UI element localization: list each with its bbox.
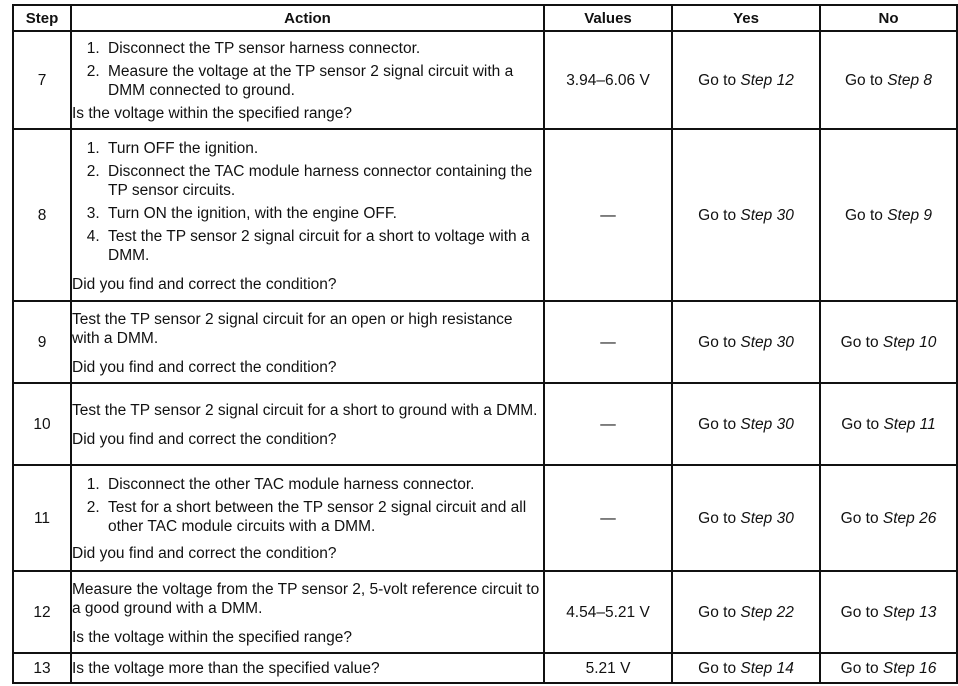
yes-prefix: Go to	[698, 509, 741, 527]
no-step-ref: Step 11	[883, 415, 936, 433]
value-cell: —	[544, 129, 672, 301]
question-text: Did you find and correct the condition?	[72, 358, 337, 376]
action-cell	[71, 571, 544, 653]
no-step-ref: Step 8	[887, 71, 933, 89]
table-row	[13, 653, 957, 683]
no-cell	[820, 571, 957, 653]
action-item: 2. Test for a short between the TP sensor 2 signal circuit and all other TAC module circuits with a DMM.	[104, 498, 543, 536]
header-row	[13, 5, 957, 31]
yes-step-ref: Step 30	[740, 415, 794, 433]
diagnostic-table	[12, 4, 958, 684]
table-row	[13, 571, 957, 653]
action-item: 1. Disconnect the other TAC module harness connector.	[104, 475, 543, 494]
action-item: 1. Turn OFF the ignition.	[104, 139, 543, 158]
no-step-ref: Step 13	[882, 603, 937, 621]
action-list	[72, 475, 543, 536]
yes-cell	[672, 129, 820, 301]
yes-step-ref: Step 30	[740, 206, 794, 224]
yes-prefix: Go to	[698, 333, 741, 351]
action-text: Measure the voltage from the TP sensor 2, 5-volt reference circuit to a good ground with a DMM.	[72, 580, 540, 617]
header-action: Action	[71, 5, 544, 31]
header-yes: Yes	[672, 5, 820, 31]
question-text: Did you find and correct the condition?	[72, 545, 337, 562]
action-list	[72, 39, 543, 100]
yes-step-ref: Step 14	[740, 659, 794, 677]
no-cell	[820, 383, 957, 465]
table-row	[13, 301, 957, 383]
table-row	[13, 465, 957, 571]
no-prefix: Go to	[840, 603, 883, 621]
action-cell	[71, 653, 544, 683]
action-cell	[71, 301, 544, 383]
no-prefix: Go to	[844, 71, 888, 89]
header-no: No	[820, 5, 957, 31]
yes-step-ref: Step 30	[740, 333, 794, 351]
question-text: Is the voltage within the specified range?	[72, 105, 353, 122]
action-cell	[71, 31, 544, 129]
no-cell	[820, 465, 957, 571]
value-cell: —	[544, 465, 672, 571]
no-prefix: Go to	[840, 333, 883, 351]
no-prefix: Go to	[840, 659, 883, 677]
value-cell: 4.54–5.21 V	[544, 571, 672, 653]
action-item: 3. Turn ON the ignition, with the engine OFF.	[104, 204, 543, 223]
action-text: Test the TP sensor 2 signal circuit for an open or high resistance with a DMM.	[72, 310, 513, 347]
value-cell: 5.21 V	[544, 653, 672, 683]
yes-prefix: Go to	[698, 659, 741, 677]
yes-cell	[672, 383, 820, 465]
yes-cell	[672, 31, 820, 129]
yes-prefix: Go to	[698, 206, 741, 224]
no-cell	[820, 129, 957, 301]
value-cell: —	[544, 301, 672, 383]
question-text: Is the voltage more than the specified value?	[72, 659, 380, 677]
no-prefix: Go to	[841, 415, 884, 433]
step-number: 12	[13, 571, 71, 653]
yes-cell	[672, 571, 820, 653]
action-cell	[71, 465, 544, 571]
yes-step-ref: Step 12	[740, 71, 794, 89]
no-step-ref: Step 10	[882, 333, 937, 351]
table-row	[13, 129, 957, 301]
question-text: Is the voltage within the specified range?	[72, 628, 353, 646]
step-number: 13	[13, 653, 71, 683]
table-row	[13, 383, 957, 465]
action-item: 4. Test the TP sensor 2 signal circuit for a short to voltage with a DMM.	[104, 227, 543, 265]
step-number: 9	[13, 301, 71, 383]
action-cell	[71, 129, 544, 301]
value-cell: —	[544, 383, 672, 465]
question-text: Did you find and correct the condition?	[72, 275, 337, 293]
no-prefix: Go to	[844, 206, 888, 224]
action-cell	[71, 383, 544, 465]
header-step: Step	[13, 5, 71, 31]
step-number: 11	[13, 465, 71, 571]
action-list	[72, 139, 543, 265]
action-item: 2. Disconnect the TAC module harness connector containing the TP sensor circuits.	[104, 162, 543, 200]
yes-step-ref: Step 22	[740, 603, 794, 621]
no-step-ref: Step 9	[887, 206, 933, 224]
yes-cell	[672, 465, 820, 571]
yes-prefix: Go to	[698, 603, 741, 621]
question-text: Did you find and correct the condition?	[72, 431, 337, 448]
step-number: 7	[13, 31, 71, 129]
action-text: Test the TP sensor 2 signal circuit for a short to ground with a DMM.	[72, 402, 538, 419]
action-item: 2. Measure the voltage at the TP sensor 2 signal circuit with a DMM connected to ground.	[104, 62, 543, 100]
action-item: 1. Disconnect the TP sensor harness connector.	[104, 39, 543, 58]
yes-step-ref: Step 30	[740, 509, 794, 527]
yes-cell	[672, 653, 820, 683]
value-cell: 3.94–6.06 V	[544, 31, 672, 129]
no-cell	[820, 653, 957, 683]
table-row	[13, 31, 957, 129]
header-values: Values	[544, 5, 672, 31]
no-cell	[820, 301, 957, 383]
yes-cell	[672, 301, 820, 383]
no-prefix: Go to	[840, 509, 883, 527]
no-step-ref: Step 16	[882, 659, 937, 677]
step-number: 10	[13, 383, 71, 465]
yes-prefix: Go to	[698, 415, 741, 433]
no-step-ref: Step 26	[882, 509, 937, 527]
step-number: 8	[13, 129, 71, 301]
yes-prefix: Go to	[698, 71, 741, 89]
no-cell	[820, 31, 957, 129]
